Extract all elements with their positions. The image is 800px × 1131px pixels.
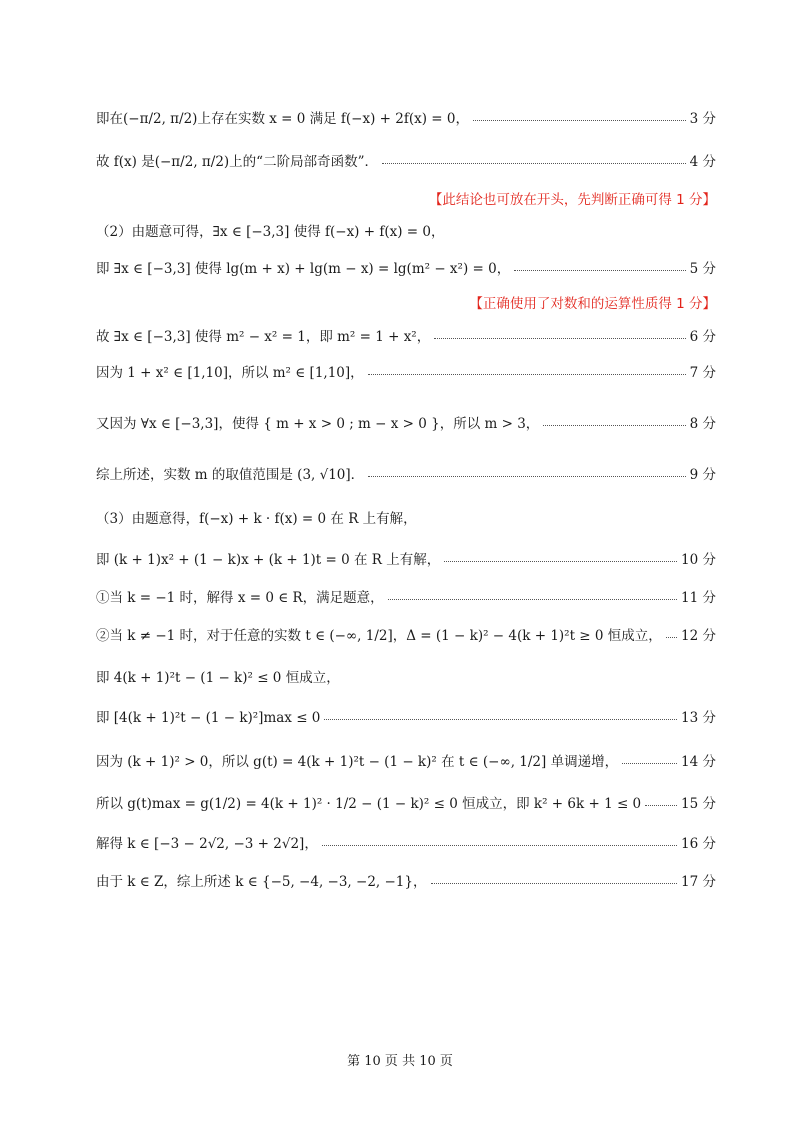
leader-dots [368,476,685,477]
solution-line-4 [96,257,716,277]
line-text: ①当 k = −1 时，解得 x = 0 ∈ R，满足题意， [96,590,384,606]
solution-line-1 [96,107,716,127]
line-text: 故 ∃x ∈ [−3,3] 使得 m² − x² = 1，即 m² = 1 + x²， [96,329,431,345]
line-text: 解得 k ∈ [−3 − 2√2, −3 + 2√2]， [96,836,318,852]
solution-line-9 [96,507,716,527]
score-label: 3 分 [689,111,716,127]
leader-dots [622,763,677,764]
line-text: ②当 k ≠ −1 时，对于任意的实数 t ∈ (−∞, 1/2]，Δ = (1 − k)² − 4(k + 1)²t ≥ 0 恒成立， [96,628,662,644]
leader-dots [431,883,678,884]
line-text: （2）由题意可得，∃x ∈ [−3,3] 使得 f(−x) + f(x) = 0， [96,224,445,240]
score-label: 15 分 [681,796,716,812]
leader-dots [543,425,685,426]
solution-line-18 [96,870,716,890]
leader-dots [473,120,686,121]
score-label: 5 分 [689,261,716,277]
solution-line-12 [96,624,716,644]
solution-line-14 [96,706,716,726]
line-text: 所以 g(t)max = g(1/2) = 4(k + 1)² · 1/2 − (1 − k)² ≤ 0 恒成立，即 k² + 6k + 1 ≤ 0 [96,796,642,812]
line-text: 因为 1 + x² ∈ [1,10]，所以 m² ∈ [1,10]， [96,365,364,381]
solution-line-3 [96,220,716,240]
solution-line-6 [96,361,716,381]
line-text: 即在(−π/2, π/2)上存在实数 x = 0 满足 f(−x) + 2f(x) = 0， [96,111,469,127]
line-text: 因为 (k + 1)² > 0，所以 g(t) = 4(k + 1)²t − (1 − k)² 在 t ∈ (−∞, 1/2] 单调递增， [96,754,619,770]
line-text: 由于 k ∈ Z，综上所述 k ∈ {−5, −4, −3, −2, −1}， [96,874,427,890]
solution-line-7 [96,412,716,432]
page-footer: 第 10 页 共 10 页 [347,1054,453,1069]
score-label: 17 分 [681,874,716,890]
solution-line-8 [96,463,716,483]
score-label: 16 分 [681,836,716,852]
solution-line-17 [96,832,716,852]
leader-dots [514,270,685,271]
solution-line-13 [96,666,716,686]
leader-dots [388,599,677,600]
score-label: 7 分 [689,365,716,381]
line-text: 综上所述，实数 m 的取值范围是 (3, √10]． [96,467,365,483]
leader-dots [434,338,685,339]
line-text: 即 (k + 1)x² + (1 − k)x + (k + 1)t = 0 在 R 上有解， [96,552,441,568]
solution-line-11 [96,586,716,606]
score-label: 9 分 [689,467,716,483]
score-label: 6 分 [689,329,716,345]
solution-line-5 [96,325,716,345]
leader-dots [382,163,686,164]
leader-dots [444,561,677,562]
leader-dots [645,805,677,806]
leader-dots [666,637,677,638]
score-label: 14 分 [681,754,716,770]
solution-line-16 [96,792,716,812]
score-label: 8 分 [689,416,716,432]
line-text: 又因为 ∀x ∈ [−3,3]，使得 { m + x > 0 ; m − x > 0 }，所以 m > 3， [96,416,540,432]
line-text: 即 [4(k + 1)²t − (1 − k)²]max ≤ 0 [96,710,321,726]
grading-note-1: 【此结论也可放在开头，先判断正确可得 1 分】 [428,192,716,208]
line-text: （3）由题意得，f(−x) + k · f(x) = 0 在 R 上有解， [96,511,417,527]
solution-line-10 [96,548,716,568]
score-label: 13 分 [681,710,716,726]
score-label: 10 分 [681,552,716,568]
score-label: 4 分 [689,154,716,170]
leader-dots [368,374,686,375]
score-label: 12 分 [681,628,716,644]
leader-dots [324,719,677,720]
grading-note-2: 【正确使用了对数和的运算性质得 1 分】 [469,296,716,312]
score-label: 11 分 [681,590,716,606]
solution-line-15 [96,750,716,770]
leader-dots [322,845,677,846]
line-text: 故 f(x) 是(−π/2, π/2)上的“二阶局部奇函数”． [96,154,378,170]
solution-line-2 [96,150,716,170]
line-text: 即 ∃x ∈ [−3,3] 使得 lg(m + x) + lg(m − x) = lg(m² − x²) = 0， [96,261,511,277]
line-text: 即 4(k + 1)²t − (1 − k)² ≤ 0 恒成立， [96,670,340,686]
